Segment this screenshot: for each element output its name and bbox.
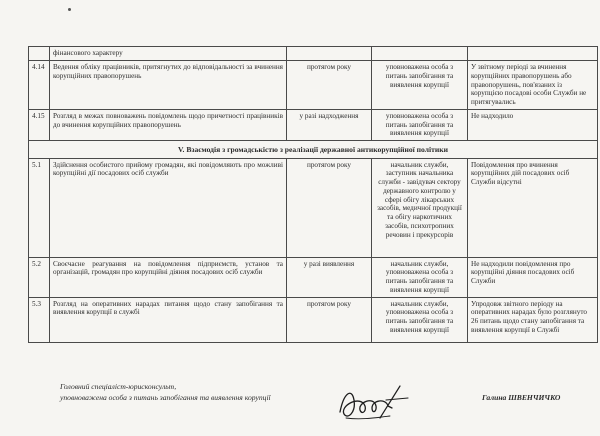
term-cell: у разі виявлення: [287, 257, 372, 297]
row-number: 5.2: [29, 257, 50, 297]
term-cell: протягом року: [287, 297, 372, 342]
table-row: [29, 61, 598, 110]
result-cell: Не надходило: [468, 109, 598, 140]
result-cell: Упродовж звітного періоду на оперативних нарадах було розглянуто 26 питань щодо стану запобігання та виявлення корупції в Службі: [468, 297, 598, 342]
row-number: 4.14: [29, 61, 50, 110]
section-title: V. Взаємодія з громадськістю з реалізації державної антикорупційної політики: [29, 141, 598, 158]
row-number: 4.15: [29, 109, 50, 140]
responsible-cell: уповноважена особа з питань запобігання та виявлення корупції: [372, 109, 468, 140]
responsible-cell: начальник служби, заступник начальника служби - завідувач сектору державного контролю у сфері обігу лікарських засобів, медичної продукції та обігу наркотичних засобів, психотропних речовин і прекурсорів: [372, 158, 468, 257]
action-cell: фінансового характеру: [50, 47, 287, 61]
responsible-cell: начальник служби, уповноважена особа з питань запобігання та виявлення корупції: [372, 297, 468, 342]
table-row: [29, 158, 598, 257]
action-cell: Розгляд в межах повноважень повідомлень щодо причетності працівників до вчинення корупційних правопорушень: [50, 109, 287, 140]
position-title: Головний спеціаліст-юрисконсульт,: [60, 382, 177, 391]
action-cell: Ведення обліку працівників, притягнутих до відповідальності за вчинення корупційних правопорушень: [50, 61, 287, 110]
signature-block: [60, 381, 271, 403]
report-table: [28, 46, 598, 343]
action-cell: Здійснення особистого прийому громадян, які повідомляють про можливі корупційні дії посадових осіб служби: [50, 158, 287, 257]
action-cell: Розгляд на оперативних нарадах питання щодо стану запобігання та виявлення корупції в службі: [50, 297, 287, 342]
action-cell: Своєчасне реагування на повідомлення підприємств, установ та організацій, громадян про корупційні діяння посадових осіб служби: [50, 257, 287, 297]
table-row: [29, 257, 598, 297]
result-cell: Не надходили повідомлення про корупційні діяння посадових осіб Служби: [468, 257, 598, 297]
position-role: уповноважена особа з питань запобігання та виявлення корупції: [60, 393, 271, 402]
result-cell: У звітному періоді за вчинення корупційних правопорушень або правопорушень, пов'язаних із корупцією посадові особи Служби не притягувались: [468, 61, 598, 110]
term-cell: у разі надходження: [287, 109, 372, 140]
signer-name: Галина ШВЕНЧИЧКО: [482, 393, 561, 402]
term-cell: протягом року: [287, 158, 372, 257]
term-cell: протягом року: [287, 61, 372, 110]
table-row: [29, 109, 598, 140]
responsible-cell: уповноважена особа з питань запобігання та виявлення корупції: [372, 61, 468, 110]
row-number: 5.1: [29, 158, 50, 257]
section-header-row: [29, 141, 598, 158]
table-row: [29, 47, 598, 61]
handwritten-signature-icon: [330, 378, 410, 426]
result-cell: Повідомлення про вчинення корупційних дій посадових осіб Служби відсутні: [468, 158, 598, 257]
row-number: 5.3: [29, 297, 50, 342]
scan-speck: [68, 8, 71, 11]
table-row: [29, 297, 598, 342]
responsible-cell: начальник служби, уповноважена особа з питань запобігання та виявлення корупції: [372, 257, 468, 297]
